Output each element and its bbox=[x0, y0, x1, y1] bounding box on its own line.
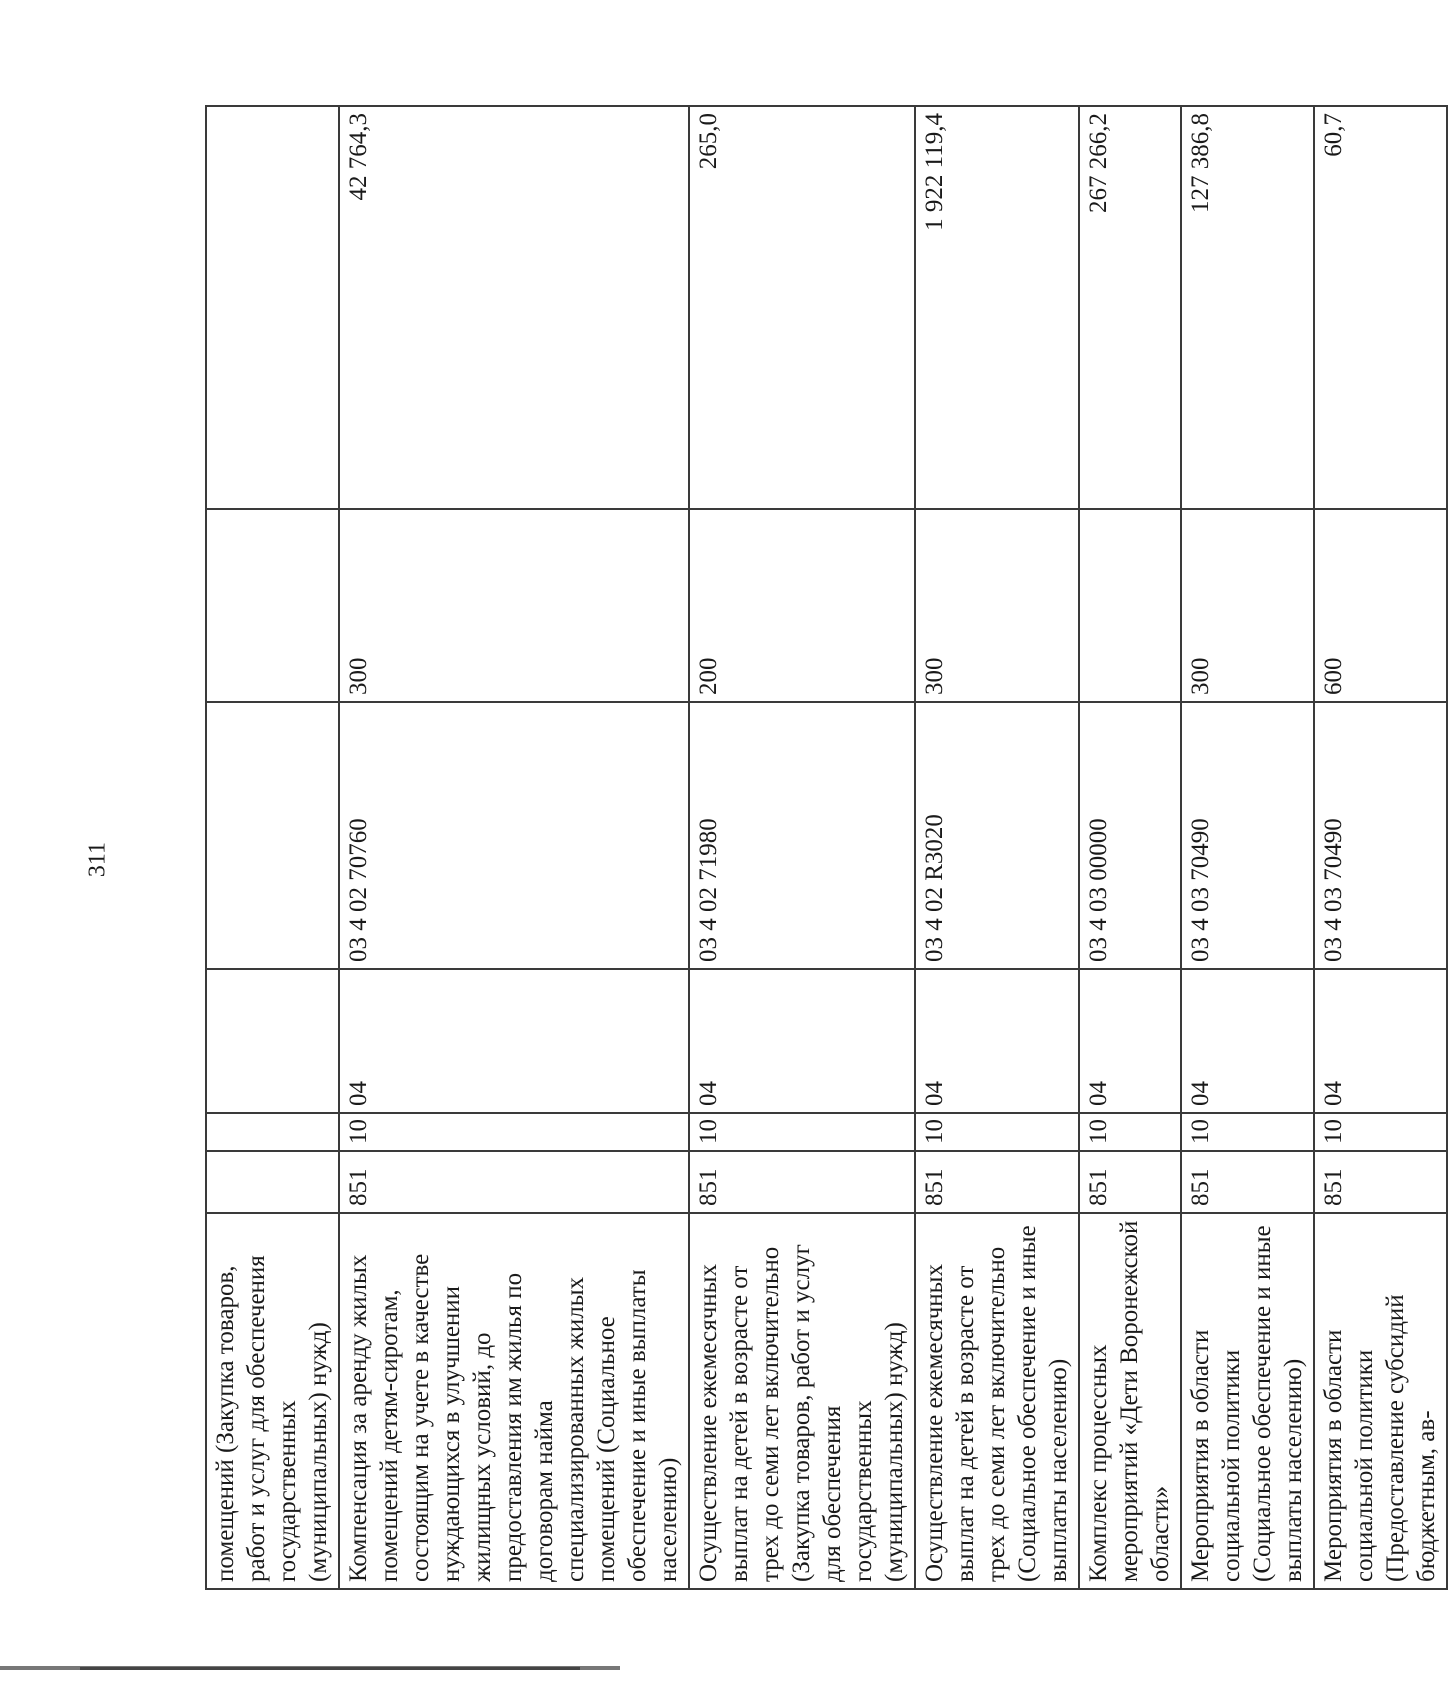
budget-table bbox=[205, 105, 1448, 1590]
cell-pr: 04 bbox=[689, 969, 915, 1113]
table-row bbox=[339, 106, 689, 1589]
cell-pr: 04 bbox=[915, 969, 1079, 1113]
cell-sum: 267 266,2 bbox=[1079, 106, 1181, 509]
cell-grbs: 851 bbox=[1314, 1151, 1447, 1213]
table-row bbox=[689, 106, 915, 1589]
cell-rz: 10 bbox=[915, 1113, 1079, 1151]
cell-name: Осуществление ежемесячных выплат на детей в возрасте от трех до семи лет включительно (Закупка товаров, работ и услуг для обеспечения государственных (муниципальных) нужд) bbox=[689, 1213, 915, 1589]
cell-sum bbox=[206, 106, 339, 509]
cell-rz: 10 bbox=[1314, 1113, 1447, 1151]
cell-vr: 600 bbox=[1314, 509, 1447, 702]
cell-grbs: 851 bbox=[339, 1151, 689, 1213]
cell-grbs: 851 bbox=[1181, 1151, 1314, 1213]
table-row bbox=[206, 106, 339, 1589]
cell-csr bbox=[206, 702, 339, 969]
scan-edge-rule bbox=[0, 1666, 620, 1670]
table-viewport bbox=[205, 107, 1440, 1590]
cell-vr bbox=[1079, 509, 1181, 702]
cell-name: Мероприятия в области социальной политики (Предоставление субсидий бюджетным, ав- bbox=[1314, 1213, 1447, 1589]
cell-csr: 03 4 03 70490 bbox=[1314, 702, 1447, 969]
cell-rz: 10 bbox=[1079, 1113, 1181, 1151]
cell-grbs bbox=[206, 1151, 339, 1213]
cell-sum: 42 764,3 bbox=[339, 106, 689, 509]
cell-vr: 300 bbox=[915, 509, 1079, 702]
cell-name: Мероприятия в области социальной политики (Социальное обеспечение и иные выплаты населению) bbox=[1181, 1213, 1314, 1589]
cell-csr: 03 4 02 R3020 bbox=[915, 702, 1079, 969]
cell-name: Комплекс процессных мероприятий «Дети Воронежской области» bbox=[1079, 1213, 1181, 1589]
cell-sum: 1 922 119,4 bbox=[915, 106, 1079, 509]
cell-name: помещений (Закупка товаров, работ и услуг для обеспечения государственных (муниципальных) нужд) bbox=[206, 1213, 339, 1589]
cell-sum: 127 386,8 bbox=[1181, 106, 1314, 509]
cell-grbs: 851 bbox=[689, 1151, 915, 1213]
cell-rz bbox=[206, 1113, 339, 1151]
cell-vr bbox=[206, 509, 339, 702]
cell-pr bbox=[206, 969, 339, 1113]
cell-csr: 03 4 02 71980 bbox=[689, 702, 915, 969]
cell-name: Компенсация за аренду жилых помещений детям-сиротам, состоящим на учете в качестве нуждающихся в улучшении жилищных условий, до предоставления им жилья по договорам найма специализированных жилых помещений (Социальное обеспечение и иные выплаты населению) bbox=[339, 1213, 689, 1589]
cell-vr: 300 bbox=[339, 509, 689, 702]
cell-name: Осуществление ежемесячных выплат на детей в возрасте от трех до семи лет включительно (Социальное обеспечение и иные выплаты населению) bbox=[915, 1213, 1079, 1589]
cell-csr: 03 4 03 70490 bbox=[1181, 702, 1314, 969]
cell-rz: 10 bbox=[339, 1113, 689, 1151]
rotated-table-container bbox=[205, 107, 1440, 1590]
table-row bbox=[915, 106, 1079, 1589]
cell-csr: 03 4 03 00000 bbox=[1079, 702, 1181, 969]
cell-pr: 04 bbox=[1079, 969, 1181, 1113]
table-row bbox=[1079, 106, 1181, 1589]
cell-pr: 04 bbox=[1181, 969, 1314, 1113]
cell-rz: 10 bbox=[1181, 1113, 1314, 1151]
cell-pr: 04 bbox=[1314, 969, 1447, 1113]
cell-grbs: 851 bbox=[1079, 1151, 1181, 1213]
cell-sum: 265,0 bbox=[689, 106, 915, 509]
cell-csr: 03 4 02 70760 bbox=[339, 702, 689, 969]
cell-rz: 10 bbox=[689, 1113, 915, 1151]
cell-grbs: 851 bbox=[915, 1151, 1079, 1213]
table-row bbox=[1181, 106, 1314, 1589]
cell-pr: 04 bbox=[339, 969, 689, 1113]
page-number: 311 bbox=[84, 841, 111, 878]
cell-sum: 60,7 bbox=[1314, 106, 1447, 509]
table-row bbox=[1314, 106, 1447, 1589]
cell-vr: 200 bbox=[689, 509, 915, 702]
cell-vr: 300 bbox=[1181, 509, 1314, 702]
